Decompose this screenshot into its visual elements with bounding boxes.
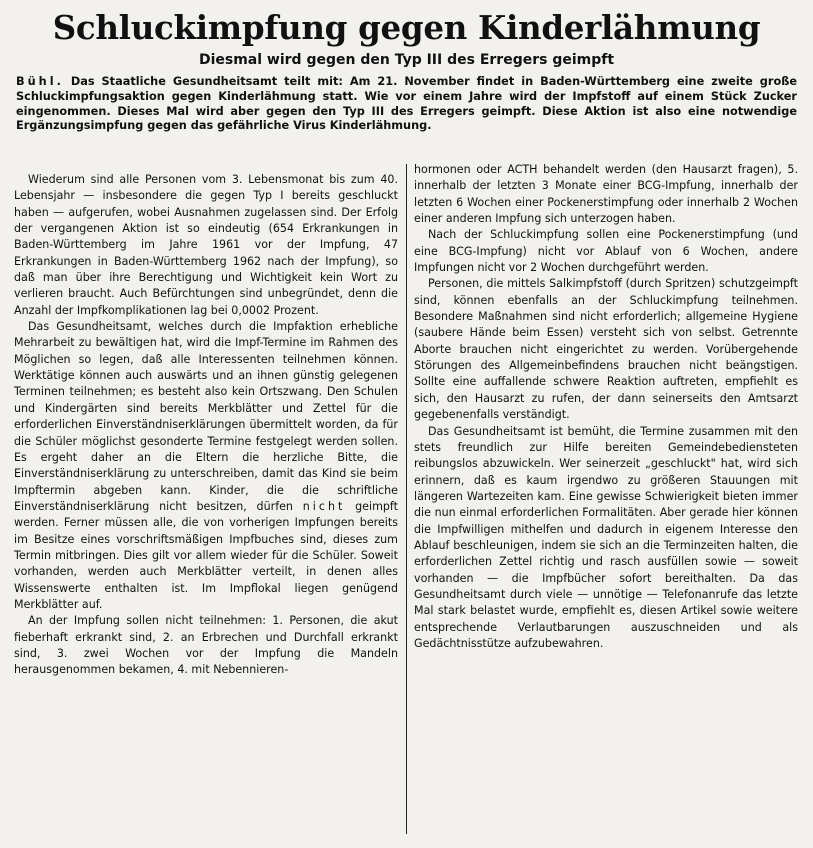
article-subheadline: Diesmal wird gegen den Typ III des Erregers geimpft [198,52,615,68]
paragraph-text: Das Gesundheitsamt, welches durch die Impfaktion erhebliche Mehrarbeit zu bewältigen hat, wird die Impf-Termine im Rahmen des Möglichen so legen, daß alle Interessenten teilnehmen können. Werktätige können auch auswärts und an ihnen günstig gelegenen Terminen teilnehmen; es besteht also kein Ortszwang. Den Schulen und Kindergärten sind bereits Merkblätter und Zettel für die erforderlichen Einverständniserklärungen übermittelt worden, da für die Schüler möglichst gesonderte Termine festgelegt werden sollen. Es ergeht daher an die Eltern die herzliche Bitte, die Einverständniserklärung zu unterschreiben, damit das Kind sie beim Impftermin abgeben kann. Kinder, die die schriftliche Einverständniserklärung nicht besitzen, dürfen [14,320,398,513]
paragraph: Personen, die mittels Salkimpfstoff (durch Spritzen) schutzgeimpft sind, können ebenfalls an der Schluckimpfung teilnehmen. Besondere Maßnahmen sind nicht erforderlich; allgemeine Hygiene (saubere Hände beim Essen) versteht sich von selbst. Getrennte Aborte brauchen nicht eingerichtet zu werden. Vorübergehende Störungen des Allgemeinbefindens brauchen nicht beängstigen. Sollte eine auffallende schwere Reaktion auftreten, empfiehlt es sich, den Hausarzt zu rufen, der dann seinerseits den Amtsarzt gegebenenfalls verständigt. [414,277,798,422]
paragraph: Nach der Schluckimpfung sollen eine Pockenerstimpfung (und eine BCG-Impfung) nicht vor Ablauf von 6 Wochen, andere Impfungen nicht vor 2 Wochen durchgeführt werden. [414,228,798,275]
paragraph: An der Impfung sollen nicht teilnehmen: 1. Personen, die akut fieberhaft erkrankt sind, 2. an Erbrechen und Durchfall erkrankt sind, 3. zwei Wochen vor der Impfung die Mandeln herausgenommen bekamen, 4. mit Nebennieren- [14,614,398,677]
lead-text: Das Staatliche Gesundheitsamt teilt mit: Am 21. November findet in Baden-Württemberg eine zweite große Schluckimpfungsaktion gegen Kinderlähmung statt. Wie vor einem Jahre wird der Impfstoff auf einem Stück Zucker eingenommen. Dieses Mal wird aber gegen den Typ III des Erregers geimpft. Diese Aktion ist also eine notwendige Ergänzungsimpfung gegen das gefährliche Virus Kinderlähmung. [16,75,797,133]
left-column [14,172,398,679]
article-body [14,164,799,844]
article-lead [14,75,799,134]
dateline-place: Bühl. [16,75,64,88]
right-column [414,162,798,652]
column-divider [406,164,407,834]
paragraph-text: geimpft werden. Ferner müssen alle, die von vorherigen Impfungen bereits im Besitze eines vorschriftsmäßigen Impfbuches sind, dieses zum Termin mitbringen. Dies gilt vor allem wieder für die Schüler. Soweit vorhanden, werden auch Merkblätter verteilt, in denen alles Wissenswerte enthalten ist. Im Impflokal liegen genügend Merkblätter auf. [14,499,398,611]
paragraph: Wiederum sind alle Personen vom 3. Lebensmonat bis zum 40. Lebensjahr — insbesondere die gegen Typ I bereits geschluckt haben — aufgerufen, wobei Ausnahmen zugelassen sind. Der Erfolg der vergangenen Aktion ist so eindeutig (654 Erkrankungen in Baden-Württemberg im Jahre 1961 vor der Impfung, 47 Erkrankungen in Baden-Württemberg 1962 nach der Impfung), so daß man über ihre Berechtigung und Wichtigkeit kein Wort zu verlieren braucht. Auch Befürchtungen sind unbegründet, denn die Anzahl der Impfkomplikationen lag bei 0,0002 Prozent. [14,173,398,317]
article-headline: Schluckimpfung gegen Kinderlähmung [52,8,761,47]
emphasis-text: nicht [302,499,346,513]
paragraph: hormonen oder ACTH behandelt werden (den Hausarzt fragen), 5. innerhalb der letzten 3 Monate einer BCG-Impfung, innerhalb der letzten 6 Wochen einer Pockenerstimpfung oder innerhalb 2 Wochen einer anderen Impfung sich unterzogen haben. [414,163,798,226]
paragraph [14,319,398,613]
paragraph: Das Gesundheitsamt ist bemüht, die Termine zusammen mit den stets freundlich zur Hilfe bereiten Gemeindebediensteten reibungslos abzuwickeln. Wer seinerzeit „geschluckt" hat, wird sich erinnern, daß es kaum irgendwo zu größeren Stauungen mit längeren Wartezeiten kam. Eine gewisse Schwierigkeit bieten immer die nun einmal erforderlichen Formalitäten. Aber gerade hier können die Impfwilligen mithelfen und dadurch in eigenem Interesse den Ablauf beschleunigen, indem sie sich an die Terminzeiten halten, die erforderlichen Zettel richtig und rasch ausfüllen sowie — soweit vorhanden — die Impfbücher sofort bereithalten. Da das Gesundheitsamt durch viele — unnötige — Telefonanrufe das letzte Mal stark belastet wurde, empfiehlt es, diesen Artikel sowie weitere entsprechende Verlautbarungen auszuschneiden und als Gedächtnisstütze aufzubewahren. [414,424,798,650]
